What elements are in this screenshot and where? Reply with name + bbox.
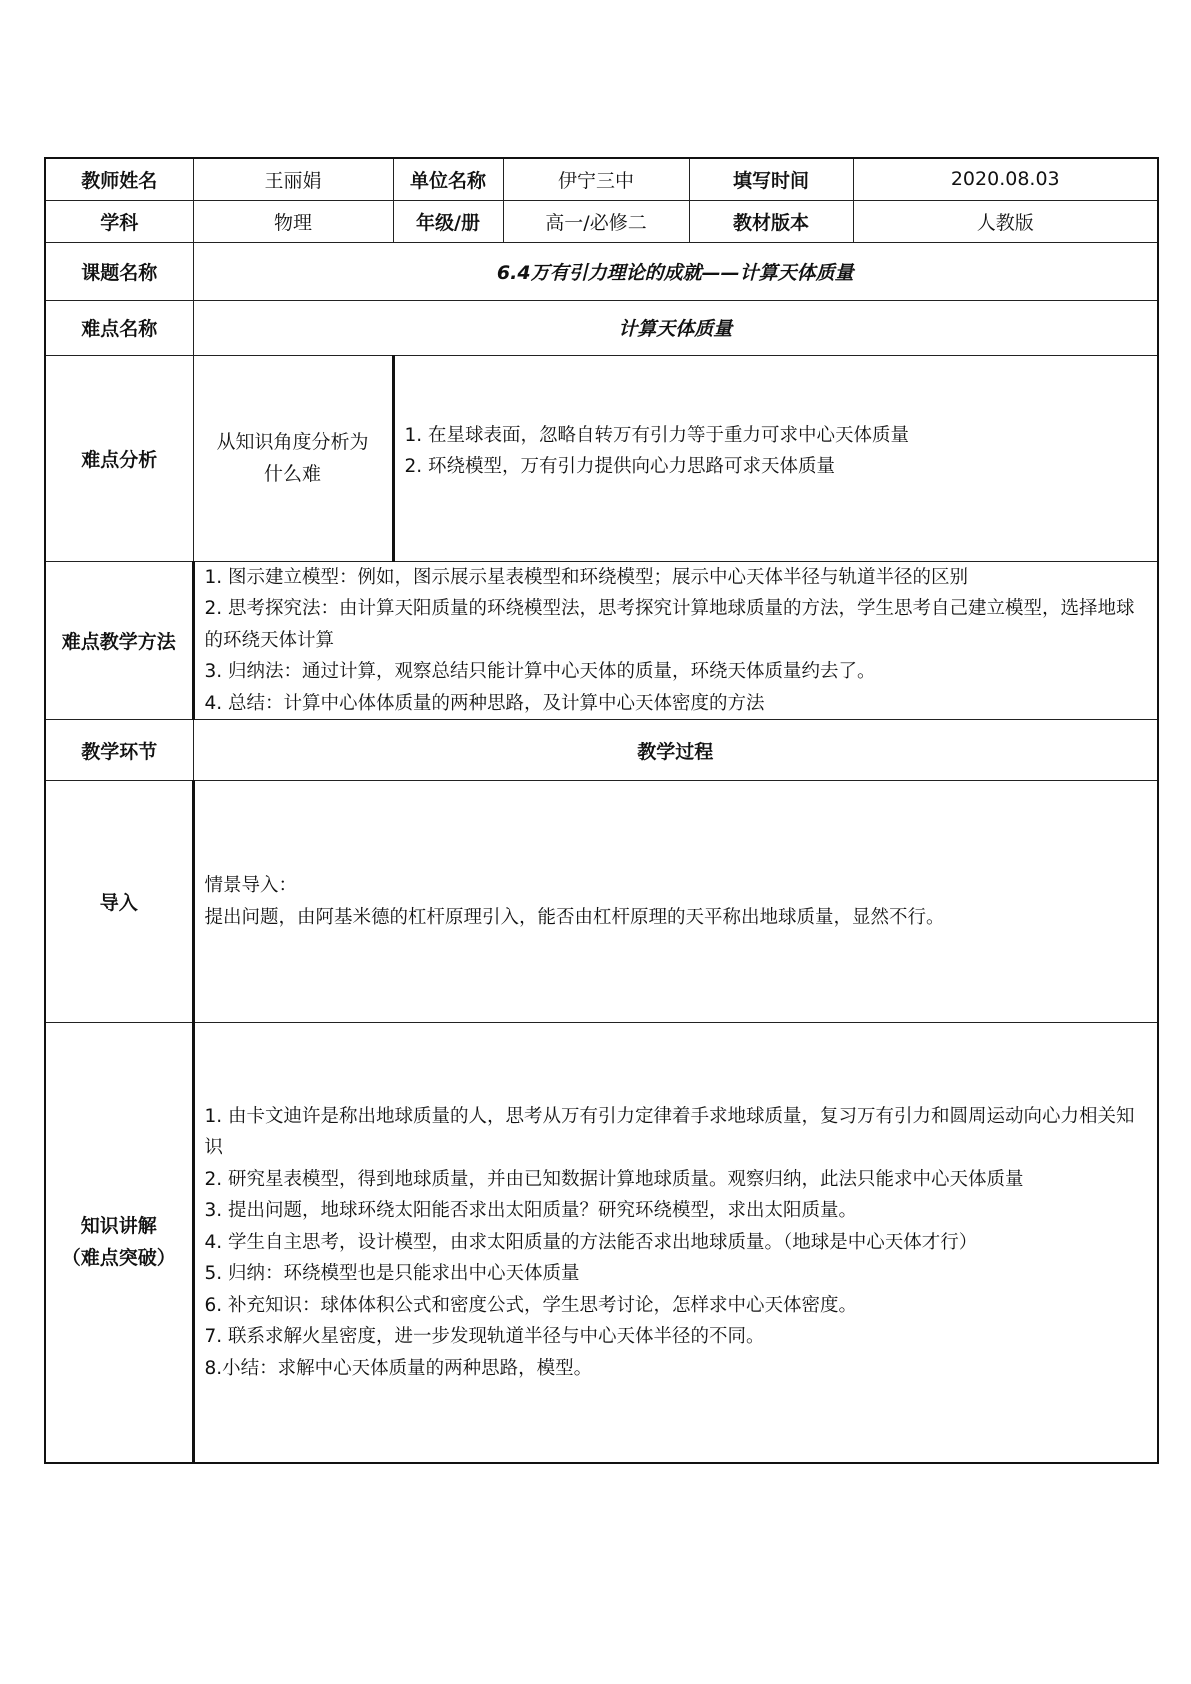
intro-row — [45, 781, 1158, 1023]
method-item: 4. 总结：计算中心体体质量的两种思路，及计算中心天体密度的方法 — [204, 692, 765, 714]
knowledge-item: 7. 联系求解火星密度，进一步发现轨道半径与中心天体半径的不同。 — [204, 1326, 765, 1347]
grade-label: 年级/册 — [393, 200, 503, 242]
textbook: 人教版 — [853, 200, 1158, 242]
knowledge-content — [193, 1023, 1158, 1463]
process-header-row — [45, 720, 1158, 781]
knowledge-item: 6. 补充知识：球体体积公式和密度公式，学生思考讨论，怎样求中心天体密度。 — [204, 1294, 858, 1316]
analysis-sub-label — [193, 355, 393, 561]
subject: 物理 — [193, 200, 393, 242]
knowledge-item: 3. 提出问题，地球环绕太阳能否求出太阳质量？研究环绕模型，求出太阳质量。 — [204, 1200, 858, 1221]
analysis-row — [45, 355, 1158, 561]
knowledge-label-line1: 知识讲解 — [80, 1215, 157, 1238]
intro-label: 导入 — [45, 781, 193, 1023]
process-stage-label: 教学环节 — [45, 720, 193, 781]
knowledge-item: 2. 研究星表模型，得到地球质量，并由已知数据计算地球质量。观察归纳，此法只能求中心天体质量 — [204, 1168, 1024, 1190]
methods-label: 难点教学方法 — [45, 561, 193, 720]
lesson-plan-page — [44, 157, 1157, 1464]
analysis-label: 难点分析 — [45, 355, 193, 561]
knowledge-item: 8.小结：求解中心天体质量的两种思路，模型。 — [204, 1357, 593, 1379]
header-row-1 — [45, 158, 1158, 200]
analysis-item: 2. 环绕模型，万有引力提供向心力思路可求天体质量 — [404, 456, 836, 477]
difficulty-label: 难点名称 — [45, 300, 193, 355]
intro-item: 提出问题，由阿基米德的杠杆原理引入，能否由杠杆原理的天平称出地球质量，显然不行。 — [204, 906, 945, 928]
analysis-content — [393, 355, 1158, 561]
teacher-name: 王丽娟 — [193, 158, 393, 200]
process-title: 教学过程 — [193, 720, 1158, 781]
knowledge-row — [45, 1023, 1158, 1463]
methods-row — [45, 561, 1158, 720]
knowledge-item: 1. 由卡文迪许是称出地球质量的人，思考从万有引力定律着手求地球质量，复习万有引力和圆周运动向心力相关知识 — [204, 1105, 1135, 1158]
knowledge-label — [45, 1023, 193, 1463]
unit-name: 伊宁三中 — [503, 158, 689, 200]
topic-label: 课题名称 — [45, 242, 193, 300]
analysis-item: 1. 在星球表面，忽略自转万有引力等于重力可求中心天体质量 — [404, 424, 910, 446]
topic-row — [45, 242, 1158, 300]
knowledge-item: 4. 学生自主思考，设计模型，由求太阳质量的方法能否求出地球质量。（地球是中心天体才行） — [204, 1231, 978, 1253]
lesson-plan-table — [44, 157, 1159, 1464]
difficulty-row — [45, 300, 1158, 355]
knowledge-item: 5. 归纳：环绕模型也是只能求出中心天体质量 — [204, 1263, 580, 1284]
subject-label: 学科 — [45, 200, 193, 242]
analysis-sub-label-text: 从知识角度分析为什么难 — [216, 431, 369, 485]
difficulty-title: 计算天体质量 — [193, 300, 1158, 355]
fill-date: 2020.08.03 — [853, 158, 1158, 200]
teacher-name-label: 教师姓名 — [45, 158, 193, 200]
intro-item: 情景导入： — [204, 875, 298, 896]
intro-content — [193, 781, 1158, 1023]
header-row-2 — [45, 200, 1158, 242]
unit-label: 单位名称 — [393, 158, 503, 200]
date-label: 填写时间 — [689, 158, 853, 200]
method-item: 2. 思考探究法：由计算天阳质量的环绕模型法，思考探究计算地球质量的方法，学生思考自己建立模型，选择地球的环绕天体计算 — [204, 598, 1135, 651]
textbook-label: 教材版本 — [689, 200, 853, 242]
methods-content — [193, 561, 1158, 720]
method-item: 1. 图示建立模型：例如，图示展示星表模型和环绕模型；展示中心天体半径与轨道半径的区别 — [204, 566, 969, 588]
topic-title: 6.4万有引力理论的成就——计算天体质量 — [193, 242, 1158, 300]
knowledge-label-line2: （难点突破） — [61, 1247, 176, 1270]
grade: 高一/必修二 — [503, 200, 689, 242]
method-item: 3. 归纳法：通过计算，观察总结只能计算中心天体的质量，环绕天体质量约去了。 — [204, 661, 876, 682]
